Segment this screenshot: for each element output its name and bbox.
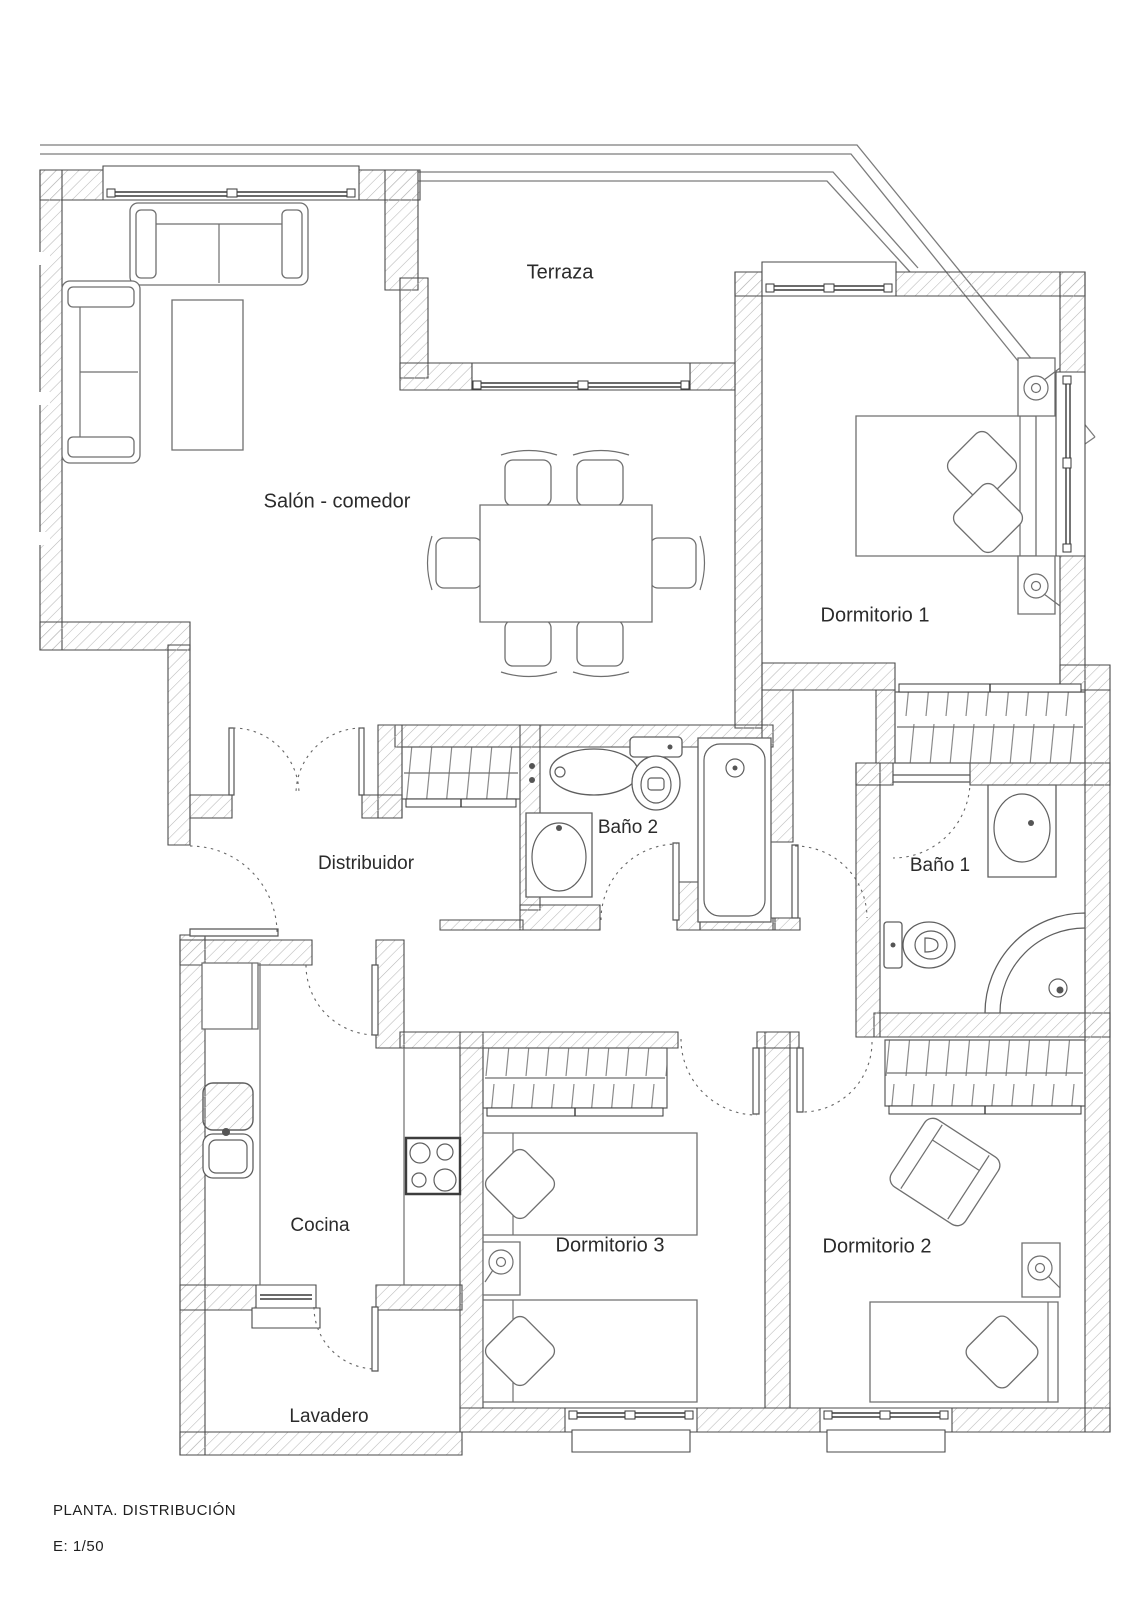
- windows: [103, 166, 1085, 1452]
- dorm3-furniture: [482, 1133, 697, 1402]
- room-label-dormitorio2: Dormitorio 2: [822, 1235, 932, 1258]
- sink: [988, 785, 1056, 877]
- lavadero-window: [252, 1285, 320, 1328]
- hall-wardrobe: [402, 747, 520, 807]
- chair: [501, 620, 557, 677]
- dorm2-door: [797, 1042, 872, 1112]
- chair: [573, 451, 629, 507]
- nightstand: [1018, 556, 1060, 614]
- dormitorio1-side-window: [1056, 372, 1085, 556]
- dorm3-wardrobe: [483, 1048, 667, 1116]
- toilet: [630, 737, 682, 810]
- bed-single: [482, 1300, 697, 1402]
- room-label-salon: Salón - comedor: [263, 490, 411, 513]
- bath1-door: [893, 775, 970, 858]
- nightstand: [1022, 1243, 1060, 1297]
- coffee-table: [172, 300, 243, 450]
- chair: [573, 620, 629, 677]
- laundry-door: [314, 1307, 378, 1371]
- room-label-lavadero: Lavadero: [289, 1406, 369, 1427]
- sink: [526, 813, 592, 897]
- toilet: [884, 922, 955, 968]
- corner-shower: [985, 913, 1085, 1013]
- armchair: [886, 1114, 1003, 1229]
- room-label-dormitorio3: Dormitorio 3: [555, 1234, 665, 1257]
- dorm3-door: [681, 1039, 759, 1115]
- bed-single: [870, 1302, 1058, 1402]
- room-label-distribuidor: Distribuidor: [317, 853, 415, 874]
- dormitorio2-window: [820, 1408, 952, 1452]
- sofa-top: [130, 203, 308, 285]
- room-label-cocina: Cocina: [290, 1215, 350, 1236]
- room-label-bano1: Baño 1: [909, 855, 971, 876]
- chair: [501, 451, 557, 507]
- room-label-dormitorio1: Dormitorio 1: [820, 604, 930, 627]
- chair: [428, 536, 483, 590]
- plan-title: PLANTA. DISTRIBUCIÓN: [53, 1502, 237, 1519]
- salon-double-door: [229, 728, 364, 795]
- nightstand: [483, 1242, 520, 1295]
- salon-furniture: [62, 203, 308, 463]
- dorm1-wardrobe: [895, 684, 1085, 763]
- plan-scale: E: 1/50: [53, 1538, 105, 1555]
- kitchen-door: [306, 965, 378, 1035]
- dorm1-furniture: [856, 358, 1060, 614]
- dining-set: [428, 451, 705, 677]
- bed-single: [482, 1133, 697, 1235]
- stove: [406, 1138, 460, 1194]
- room-label-bano2: Baño 2: [597, 817, 659, 838]
- drainer: [203, 1083, 253, 1130]
- salon-window: [103, 166, 359, 200]
- dorm2-wardrobe: [885, 1040, 1085, 1114]
- chair: [650, 536, 705, 590]
- sofa-left: [62, 281, 140, 463]
- nightstand: [1018, 358, 1060, 416]
- dormitorio3-window: [565, 1408, 697, 1452]
- terraza-window: [472, 363, 690, 390]
- bath1-fixtures: [884, 785, 1085, 1013]
- bathtub: [698, 738, 771, 922]
- bidet: [529, 749, 638, 795]
- dining-table: [480, 505, 652, 622]
- entrance-door: [190, 846, 278, 936]
- dormitorio1-top-window: [762, 262, 896, 296]
- fridge: [202, 963, 258, 1029]
- room-label-terraza: Terraza: [526, 261, 594, 284]
- bath2-door: [601, 843, 679, 920]
- kitchen-sink: [203, 1128, 253, 1178]
